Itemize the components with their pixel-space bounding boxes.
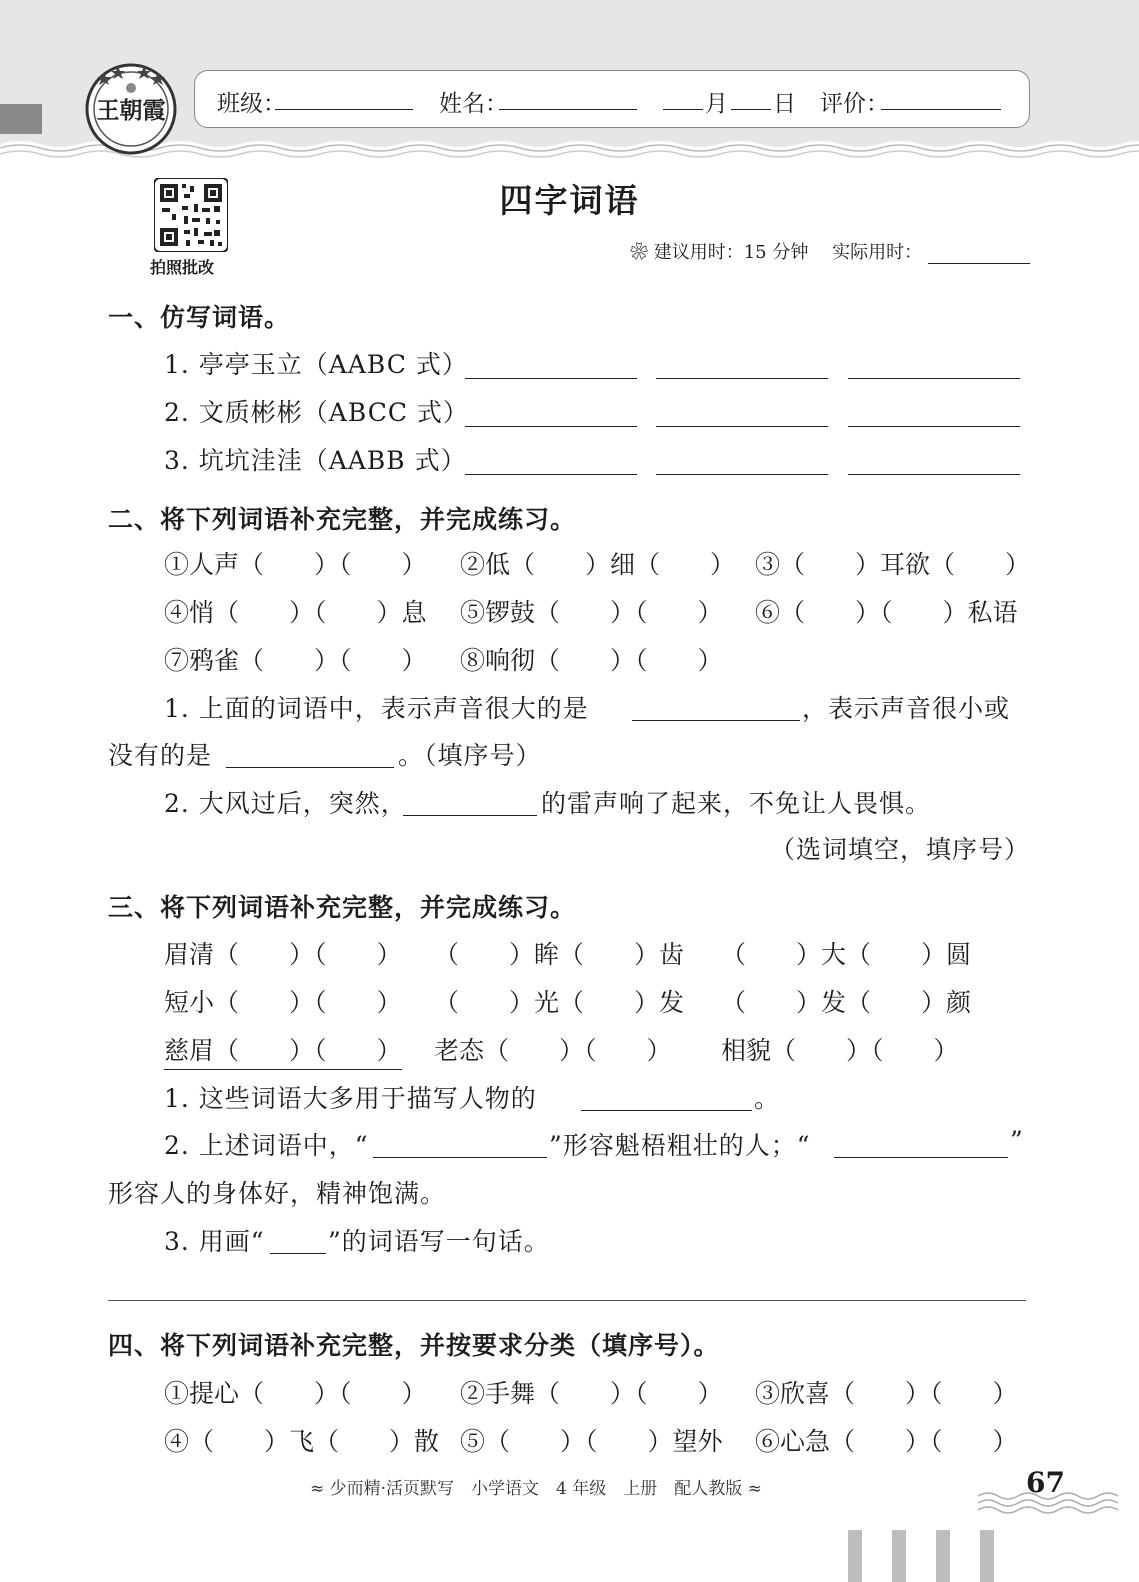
idiom-item[interactable]: ⑤（ ）（ ）望外 [460, 1427, 723, 1456]
section-2-heading: 二、将下列词语补充完整，并完成练习。 [108, 505, 577, 534]
edge-mark [892, 1530, 906, 1582]
answer-blank[interactable] [465, 472, 637, 475]
answer-line[interactable] [108, 1300, 1026, 1301]
page-title: 四字词语 [499, 181, 640, 220]
s3-q1-part-b: 。 [754, 1084, 781, 1113]
actual-time-field[interactable] [928, 243, 1030, 264]
eval-label: 评价： [820, 91, 889, 117]
flower-icon: ❀ [630, 242, 648, 263]
answer-blank[interactable] [848, 424, 1020, 427]
edge-mark [848, 1530, 862, 1582]
qr-label: 拍照批改 [150, 258, 215, 277]
s3-q2-part-d: 形容人的身体好，精神饱满。 [108, 1179, 447, 1208]
answer-blank[interactable] [465, 376, 637, 379]
underline-sample [270, 1251, 326, 1254]
s1-item-1: 1. 亭亭玉立（AABC 式） [164, 350, 468, 379]
student-info-box [194, 70, 1030, 128]
footer-wave-decoration [978, 1488, 1118, 1518]
idiom-item[interactable]: ⑥（ ）（ ）私语 [755, 598, 1018, 627]
day-label: 日 [773, 91, 796, 117]
idiom-item[interactable]: （ ）光（ ）发 [434, 988, 685, 1017]
idiom-item[interactable]: 短小（ ）（ ） [164, 988, 402, 1017]
suggested-time: 建议用时：15 分钟 [653, 242, 809, 263]
idiom-item[interactable]: ④悄（ ）（ ）息 [164, 598, 427, 627]
s2-q1-part-b: ，表示声音很小或 [802, 694, 1011, 723]
idiom-item[interactable]: （ ）发（ ）颜 [721, 988, 972, 1017]
name-label: 姓名： [439, 91, 508, 117]
edge-mark [936, 1530, 950, 1582]
answer-blank[interactable] [656, 424, 828, 427]
s2-q2-part-a: 2. 大风过后，突然， [164, 789, 407, 818]
s3-q2-part-a: 2. 上述词语中，“ [164, 1131, 369, 1160]
idiom-item[interactable]: ⑦鸦雀（ ）（ ） [164, 646, 427, 675]
section-3-heading: 三、将下列词语补充完整，并完成练习。 [108, 893, 577, 922]
idiom-item[interactable]: （ ）大（ ）圆 [721, 940, 972, 969]
idiom-item[interactable]: ⑤锣鼓（ ）（ ） [460, 598, 723, 627]
s3-q2-part-c: ” [1010, 1126, 1024, 1155]
idiom-item[interactable]: ④（ ）飞（ ）散 [164, 1427, 440, 1456]
s1-item-2: 2. 文质彬彬（ABCC 式） [164, 398, 469, 427]
s1-item-3: 3. 坑坑洼洼（AABB 式） [164, 446, 467, 475]
s2-q2-part-b: 的雷声响了起来，不免让人畏惧。 [541, 789, 932, 818]
section-1-heading: 一、仿写词语。 [108, 303, 291, 332]
idiom-item[interactable]: ③（ ）耳欲（ ） [755, 550, 1031, 579]
eval-field[interactable] [881, 85, 1001, 110]
answer-blank[interactable] [656, 376, 828, 379]
idiom-item[interactable]: ②手舞（ ）（ ） [460, 1379, 723, 1408]
idiom-item[interactable]: 眉清（ ）（ ） [164, 940, 402, 969]
footer-text: ≈ 少而精·活页默写 小学语文 4 年级 上册 配人教版 ≈ [310, 1479, 762, 1499]
month-label: 月 [705, 91, 728, 117]
month-field[interactable] [663, 85, 703, 110]
s3-q2-part-b: ”形容魁梧粗壮的人；“ [549, 1131, 811, 1160]
answer-blank[interactable] [834, 1155, 1008, 1158]
answer-blank[interactable] [848, 472, 1020, 475]
s2-q1-part-c: 没有的是 [108, 741, 213, 770]
answer-blank[interactable] [656, 472, 828, 475]
class-label: 班级： [217, 91, 286, 117]
idiom-item[interactable]: （ ）眸（ ）齿 [434, 940, 685, 969]
idiom-item[interactable]: ⑥心急（ ）（ ） [755, 1427, 1018, 1456]
idiom-item[interactable]: ③欣喜（ ）（ ） [755, 1379, 1018, 1408]
section-4-heading: 四、将下列词语补充完整，并按要求分类（填序号）。 [108, 1331, 720, 1360]
s3-q3-part-a: 3. 用画“ [164, 1227, 265, 1256]
idiom-item[interactable]: ①人声（ ）（ ） [164, 550, 427, 579]
class-field[interactable] [275, 85, 413, 110]
idiom-item[interactable]: 老态（ ）（ ） [434, 1036, 672, 1065]
actual-time-label: 实际用时： [832, 242, 923, 263]
page-number: 67 [1026, 1466, 1065, 1499]
edge-tab [0, 104, 42, 134]
s3-q1-part-a: 1. 这些词语大多用于描写人物的 [164, 1084, 537, 1113]
s2-q1-part-d: 。（填序号） [398, 741, 542, 770]
idiom-item[interactable]: ①提心（ ）（ ） [164, 1379, 427, 1408]
idiom-item[interactable]: ⑧响彻（ ）（ ） [460, 646, 723, 675]
edge-mark [980, 1530, 994, 1582]
answer-blank[interactable] [632, 718, 800, 721]
idiom-item[interactable]: ②低（ ）细（ ） [460, 550, 736, 579]
answer-blank[interactable] [373, 1155, 547, 1158]
s3-q3-part-b: ”的词语写一句话。 [328, 1227, 550, 1256]
name-field[interactable] [499, 85, 637, 110]
day-field[interactable] [731, 85, 771, 110]
logo-seal [84, 62, 178, 156]
svg-text:王朝霞: 王朝霞 [96, 97, 166, 124]
time-row [630, 238, 1030, 264]
idiom-item[interactable]: 相貌（ ）（ ） [721, 1036, 959, 1065]
answer-blank[interactable] [848, 376, 1020, 379]
answer-blank[interactable] [465, 424, 637, 427]
s2-q1-part-a: 1. 上面的词语中，表示声音很大的是 [164, 694, 589, 723]
idiom-item-underlined[interactable]: 慈眉（ ）（ ） [164, 1031, 402, 1070]
answer-blank[interactable] [403, 813, 537, 816]
s2-q2-note: （选词填空，填序号） [770, 835, 1031, 864]
answer-blank[interactable] [226, 765, 394, 768]
answer-blank[interactable] [581, 1108, 752, 1111]
